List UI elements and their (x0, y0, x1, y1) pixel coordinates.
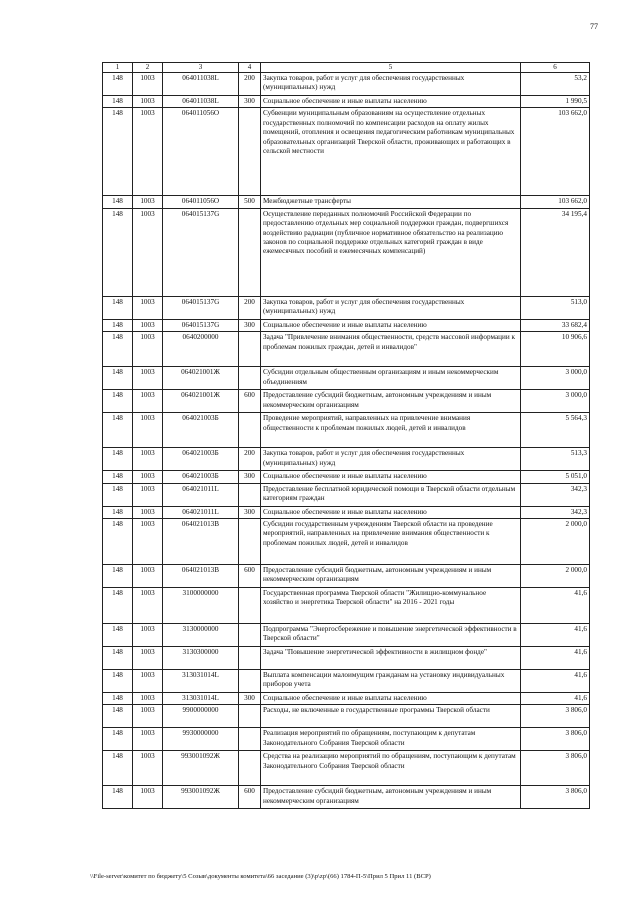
cell-amount: 342,3 (521, 483, 590, 506)
cell-target-article-code: 3130300000 (163, 646, 239, 669)
table-row (103, 319, 590, 331)
cell-expense-type-code (239, 587, 261, 623)
cell-amount: 3 000,0 (521, 367, 590, 390)
cell-expense-type-code (239, 623, 261, 646)
cell-description: Закупка товаров, работ и услуг для обеспечения государственных (муниципальных) нужд (261, 448, 521, 471)
cell-section-code: 1003 (133, 196, 163, 208)
cell-ministry-code: 148 (103, 564, 133, 587)
cell-amount: 33 682,4 (521, 319, 590, 331)
cell-expense-type-code: 200 (239, 448, 261, 471)
cell-section-code: 1003 (133, 332, 163, 367)
cell-amount: 41,6 (521, 669, 590, 692)
cell-expense-type-code: 300 (239, 96, 261, 108)
cell-description: Субвенции муниципальным образованиям на осуществление отдельных государственных полномочий по компенсации расходов на оплату жилых помещений, отопления и освещения педагогическим работникам муниципальных образовательных организаций Тверской области, проживающих и работающих в сельской местности (261, 108, 521, 196)
cell-ministry-code: 148 (103, 483, 133, 506)
cell-section-code: 1003 (133, 705, 163, 728)
cell-description: Закупка товаров, работ и услуг для обеспечения государственных (муниципальных) нужд (261, 73, 521, 96)
cell-amount: 41,6 (521, 646, 590, 669)
cell-target-article-code: 064011056O (163, 108, 239, 196)
table-row (103, 73, 590, 96)
cell-ministry-code: 148 (103, 448, 133, 471)
cell-description: Осуществление переданных полномочий Российской Федерации по предоставлению отдельных мер социальной поддержки граждан, подвергшихся воздействию радиации (публичное нормативное обязательство на реализацию законов по социальной поддержке отдельных категорий граждан в виде ежемесячных пособий и ежемесячных компенсаций) (261, 208, 521, 296)
cell-section-code: 1003 (133, 564, 163, 587)
cell-section-code: 1003 (133, 471, 163, 483)
table-row (103, 506, 590, 518)
cell-expense-type-code (239, 705, 261, 728)
cell-expense-type-code (239, 413, 261, 448)
cell-expense-type-code: 300 (239, 319, 261, 331)
page-number: 77 (590, 22, 598, 31)
cell-description: Социальное обеспечение и иные выплаты населению (261, 319, 521, 331)
cell-ministry-code: 148 (103, 96, 133, 108)
cell-amount: 103 662,0 (521, 108, 590, 196)
cell-section-code: 1003 (133, 587, 163, 623)
cell-section-code: 1003 (133, 319, 163, 331)
cell-expense-type-code: 200 (239, 296, 261, 319)
table-row (103, 564, 590, 587)
cell-description: Предоставление субсидий бюджетным, автономным учреждениям и иным некоммерческим организациям (261, 786, 521, 809)
table-row (103, 483, 590, 506)
cell-amount: 2 000,0 (521, 564, 590, 587)
cell-description: Задача "Привлечение внимания общественности, средств массовой информации к проблемам пожилых граждан, детей и инвалидов" (261, 332, 521, 367)
cell-ministry-code: 148 (103, 196, 133, 208)
cell-ministry-code: 148 (103, 587, 133, 623)
cell-amount: 1 990,5 (521, 96, 590, 108)
cell-section-code: 1003 (133, 623, 163, 646)
cell-amount: 2 000,0 (521, 518, 590, 564)
header-col-2: 2 (133, 63, 163, 73)
cell-section-code: 1003 (133, 669, 163, 692)
cell-section-code: 1003 (133, 296, 163, 319)
cell-target-article-code: 064021013B (163, 564, 239, 587)
table-row (103, 367, 590, 390)
cell-ministry-code: 148 (103, 705, 133, 728)
cell-ministry-code: 148 (103, 413, 133, 448)
cell-target-article-code: 313031014L (163, 669, 239, 692)
table-row (103, 646, 590, 669)
table-row (103, 390, 590, 413)
cell-description: Социальное обеспечение и иные выплаты населению (261, 506, 521, 518)
cell-target-article-code: 993001092Ж (163, 786, 239, 809)
cell-section-code: 1003 (133, 390, 163, 413)
cell-target-article-code: 064021011L (163, 483, 239, 506)
table-row (103, 751, 590, 786)
cell-ministry-code: 148 (103, 623, 133, 646)
cell-expense-type-code: 600 (239, 786, 261, 809)
table-row (103, 728, 590, 751)
table-row (103, 296, 590, 319)
cell-expense-type-code: 300 (239, 471, 261, 483)
cell-description: Социальное обеспечение и иные выплаты населению (261, 96, 521, 108)
cell-expense-type-code: 300 (239, 692, 261, 704)
cell-amount: 5 564,3 (521, 413, 590, 448)
cell-target-article-code: 064015137G (163, 296, 239, 319)
table-row (103, 448, 590, 471)
cell-amount: 41,6 (521, 692, 590, 704)
cell-target-article-code: 313031014L (163, 692, 239, 704)
budget-table (102, 62, 590, 809)
cell-section-code: 1003 (133, 208, 163, 296)
cell-ministry-code: 148 (103, 669, 133, 692)
cell-ministry-code: 148 (103, 692, 133, 704)
cell-expense-type-code (239, 518, 261, 564)
cell-ministry-code: 148 (103, 751, 133, 786)
cell-amount: 513,0 (521, 296, 590, 319)
cell-ministry-code: 148 (103, 208, 133, 296)
cell-target-article-code: 064021003Б (163, 413, 239, 448)
cell-expense-type-code (239, 483, 261, 506)
cell-amount: 41,6 (521, 623, 590, 646)
cell-amount: 53,2 (521, 73, 590, 96)
cell-target-article-code: 064021013B (163, 518, 239, 564)
cell-target-article-code: 3130000000 (163, 623, 239, 646)
cell-description: Средства на реализацию мероприятий по обращениям, поступающим к депутатам Законодательного Собрания Тверской области (261, 751, 521, 786)
cell-section-code: 1003 (133, 786, 163, 809)
table-row (103, 413, 590, 448)
cell-target-article-code: 064011056O (163, 196, 239, 208)
cell-amount: 3 806,0 (521, 786, 590, 809)
cell-target-article-code: 9930000000 (163, 728, 239, 751)
cell-description: Проведение мероприятий, направленных на привлечение внимания общественности к проблемам пожилых людей, детей и инвалидов (261, 413, 521, 448)
cell-section-code: 1003 (133, 108, 163, 196)
cell-section-code: 1003 (133, 367, 163, 390)
cell-ministry-code: 148 (103, 471, 133, 483)
cell-description: Социальное обеспечение и иные выплаты населению (261, 692, 521, 704)
cell-amount: 5 051,0 (521, 471, 590, 483)
cell-description: Подпрограмма "Энергосбережение и повышение энергетической эффективности в Тверской области" (261, 623, 521, 646)
cell-description: Реализация мероприятий по обращениям, поступающим к депутатам Законодательного Собрания Тверской области (261, 728, 521, 751)
cell-target-article-code: 0640200000 (163, 332, 239, 367)
cell-expense-type-code (239, 367, 261, 390)
cell-expense-type-code (239, 728, 261, 751)
cell-expense-type-code: 600 (239, 390, 261, 413)
cell-ministry-code: 148 (103, 506, 133, 518)
table-row (103, 96, 590, 108)
cell-ministry-code: 148 (103, 296, 133, 319)
cell-ministry-code: 148 (103, 332, 133, 367)
cell-amount: 3 806,0 (521, 728, 590, 751)
header-col-3: 3 (163, 63, 239, 73)
cell-target-article-code: 064011038L (163, 73, 239, 96)
cell-amount: 103 662,0 (521, 196, 590, 208)
cell-amount: 342,3 (521, 506, 590, 518)
cell-description: Закупка товаров, работ и услуг для обеспечения государственных (муниципальных) нужд (261, 296, 521, 319)
cell-amount: 34 195,4 (521, 208, 590, 296)
cell-target-article-code: 064011038L (163, 96, 239, 108)
cell-description: Социальное обеспечение и иные выплаты населению (261, 471, 521, 483)
cell-ministry-code: 148 (103, 108, 133, 196)
cell-ministry-code: 148 (103, 73, 133, 96)
cell-section-code: 1003 (133, 646, 163, 669)
cell-amount: 3 000,0 (521, 390, 590, 413)
cell-target-article-code: 064021001Ж (163, 390, 239, 413)
cell-ministry-code: 148 (103, 367, 133, 390)
cell-section-code: 1003 (133, 518, 163, 564)
footer-file-path: \\File-server\комитет по бюджету\5 Созыв\документы комитета\66 заседание (3)\р\zp\(66) 1784-П-5\Прил 5 Прил 11 (ВСР) (90, 873, 431, 880)
table-row (103, 705, 590, 728)
table-row (103, 587, 590, 623)
cell-expense-type-code: 300 (239, 506, 261, 518)
header-col-4: 4 (239, 63, 261, 73)
table-header-row (103, 63, 590, 73)
cell-target-article-code: 064021003Б (163, 448, 239, 471)
cell-section-code: 1003 (133, 751, 163, 786)
table-row (103, 518, 590, 564)
cell-ministry-code: 148 (103, 390, 133, 413)
cell-ministry-code: 148 (103, 319, 133, 331)
cell-target-article-code: 064021003Б (163, 471, 239, 483)
table-row (103, 196, 590, 208)
table-row (103, 623, 590, 646)
cell-ministry-code: 148 (103, 786, 133, 809)
cell-expense-type-code (239, 332, 261, 367)
table-body (103, 73, 590, 809)
cell-description: Государственная программа Тверской области "Жилищно-коммунальное хозяйство и энергетика Тверской области" на 2016 - 2021 годы (261, 587, 521, 623)
cell-section-code: 1003 (133, 692, 163, 704)
cell-amount: 513,3 (521, 448, 590, 471)
table-row (103, 669, 590, 692)
cell-description: Субсидии отдельным общественным организациям и иным некоммерческим объединениям (261, 367, 521, 390)
header-col-5: 5 (261, 63, 521, 73)
cell-amount: 10 906,6 (521, 332, 590, 367)
cell-target-article-code: 993001092Ж (163, 751, 239, 786)
cell-description: Предоставление бесплатной юридической помощи в Тверской области отдельным категориям граждан (261, 483, 521, 506)
cell-description: Расходы, не включенные в государственные программы Тверской области (261, 705, 521, 728)
table-row (103, 471, 590, 483)
cell-expense-type-code: 200 (239, 73, 261, 96)
cell-description: Предоставление субсидий бюджетным, автономным учреждениям и иным некоммерческим организациям (261, 390, 521, 413)
table-row (103, 208, 590, 296)
cell-section-code: 1003 (133, 483, 163, 506)
cell-expense-type-code (239, 669, 261, 692)
cell-expense-type-code (239, 646, 261, 669)
table-row (103, 692, 590, 704)
cell-expense-type-code (239, 108, 261, 196)
cell-expense-type-code (239, 208, 261, 296)
cell-section-code: 1003 (133, 96, 163, 108)
cell-description: Выплата компенсации малоимущим гражданам на установку индивидуальных приборов учета (261, 669, 521, 692)
cell-amount: 3 806,0 (521, 751, 590, 786)
cell-amount: 3 806,0 (521, 705, 590, 728)
cell-ministry-code: 148 (103, 518, 133, 564)
cell-section-code: 1003 (133, 73, 163, 96)
cell-section-code: 1003 (133, 413, 163, 448)
cell-target-article-code: 064021011L (163, 506, 239, 518)
cell-target-article-code: 064015137G (163, 319, 239, 331)
cell-description: Субсидии государственным учреждениям Тверской области на проведение мероприятий, направленных на привлечение внимания общественности к проблемам пожилых людей, детей и инвалидов (261, 518, 521, 564)
table-row (103, 786, 590, 809)
table-row (103, 108, 590, 196)
cell-expense-type-code: 500 (239, 196, 261, 208)
cell-expense-type-code: 600 (239, 564, 261, 587)
cell-target-article-code: 064021001Ж (163, 367, 239, 390)
cell-description: Межбюджетные трансферты (261, 196, 521, 208)
header-col-1: 1 (103, 63, 133, 73)
cell-description: Задача "Повышение энергетической эффективности в жилищном фонде" (261, 646, 521, 669)
cell-section-code: 1003 (133, 506, 163, 518)
cell-expense-type-code (239, 751, 261, 786)
header-col-6: 6 (521, 63, 590, 73)
cell-ministry-code: 148 (103, 646, 133, 669)
cell-target-article-code: 3100000000 (163, 587, 239, 623)
cell-target-article-code: 064015137G (163, 208, 239, 296)
cell-target-article-code: 9900000000 (163, 705, 239, 728)
cell-description: Предоставление субсидий бюджетным, автономным учреждениям и иным некоммерческим организациям (261, 564, 521, 587)
cell-section-code: 1003 (133, 448, 163, 471)
table-row (103, 332, 590, 367)
cell-amount: 41,6 (521, 587, 590, 623)
cell-section-code: 1003 (133, 728, 163, 751)
cell-ministry-code: 148 (103, 728, 133, 751)
